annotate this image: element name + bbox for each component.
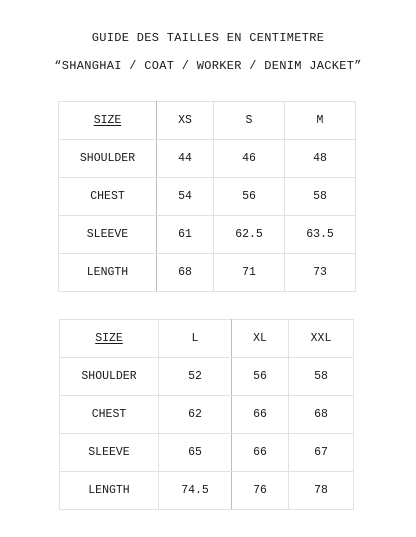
- measurement-label: SLEEVE: [60, 434, 159, 472]
- measurement-value: 68: [289, 396, 354, 434]
- table-row: [60, 472, 354, 510]
- table-row: [59, 216, 356, 254]
- size-column-header: L: [159, 320, 232, 358]
- table-row: [59, 178, 356, 216]
- size-header-cell: [59, 102, 157, 140]
- size-header-cell: [60, 320, 159, 358]
- measurement-label: CHEST: [59, 178, 157, 216]
- measurement-value: 78: [289, 472, 354, 510]
- measurement-label: LENGTH: [60, 472, 159, 510]
- measurement-value: 61: [157, 216, 214, 254]
- table-row: [60, 396, 354, 434]
- measurement-value: 46: [214, 140, 285, 178]
- measurement-value: 44: [157, 140, 214, 178]
- table-row: [60, 358, 354, 396]
- measurement-value: 74.5: [159, 472, 232, 510]
- size-column-header: M: [285, 102, 356, 140]
- product-subtitle: “SHANGHAI / COAT / WORKER / DENIM JACKET”: [54, 59, 362, 73]
- table-header-row: [60, 320, 354, 358]
- measurement-value: 54: [157, 178, 214, 216]
- measurement-value: 66: [232, 396, 289, 434]
- measurement-value: 62.5: [214, 216, 285, 254]
- table-row: [60, 434, 354, 472]
- measurement-label: SHOULDER: [60, 358, 159, 396]
- measurement-label: SLEEVE: [59, 216, 157, 254]
- size-table-1: [58, 101, 356, 292]
- size-header-label: SIZE: [93, 114, 122, 127]
- guide-title: GUIDE DES TAILLES EN CENTIMETRE: [91, 31, 325, 45]
- measurement-value: 65: [159, 434, 232, 472]
- measurement-value: 52: [159, 358, 232, 396]
- size-column-header: XXL: [289, 320, 354, 358]
- measurement-label: LENGTH: [59, 254, 157, 292]
- size-table-2: [59, 319, 354, 510]
- measurement-value: 66: [232, 434, 289, 472]
- measurement-value: 62: [159, 396, 232, 434]
- measurement-value: 73: [285, 254, 356, 292]
- table-row: [59, 140, 356, 178]
- size-header-label: SIZE: [95, 332, 123, 345]
- measurement-label: CHEST: [60, 396, 159, 434]
- measurement-label: SHOULDER: [59, 140, 157, 178]
- size-column-header: XS: [157, 102, 214, 140]
- size-column-header: S: [214, 102, 285, 140]
- measurement-value: 56: [214, 178, 285, 216]
- measurement-value: 48: [285, 140, 356, 178]
- measurement-value: 68: [157, 254, 214, 292]
- measurement-value: 58: [285, 178, 356, 216]
- measurement-value: 76: [232, 472, 289, 510]
- measurement-value: 56: [232, 358, 289, 396]
- measurement-value: 71: [214, 254, 285, 292]
- measurement-value: 63.5: [285, 216, 356, 254]
- table-row: [59, 254, 356, 292]
- measurement-value: 58: [289, 358, 354, 396]
- size-column-header: XL: [232, 320, 289, 358]
- table-header-row: [59, 102, 356, 140]
- measurement-value: 67: [289, 434, 354, 472]
